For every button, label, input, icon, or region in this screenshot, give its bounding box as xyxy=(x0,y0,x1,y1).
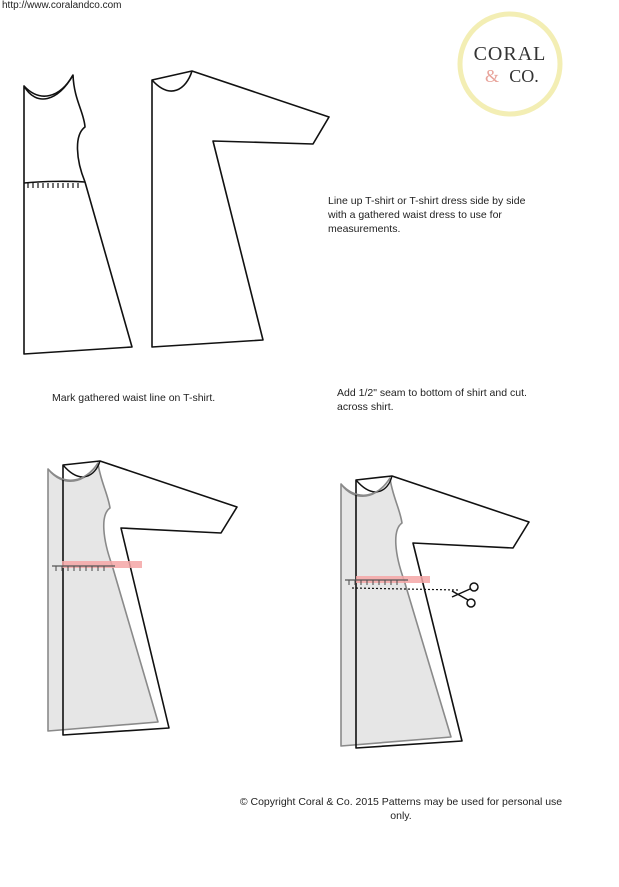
instruction-step-2: Mark gathered waist line on T-shirt. xyxy=(52,392,216,404)
coral-co-logo xyxy=(460,14,560,114)
logo-text-amp: & xyxy=(484,66,500,86)
logo-text-coral: CORAL xyxy=(473,43,547,65)
t-shirt-dress xyxy=(152,71,329,347)
gathered-waist-dress xyxy=(24,75,132,354)
overlay-diagram-cut-shirt xyxy=(341,476,529,748)
scissors-icon xyxy=(452,583,478,607)
instruction-step-3: Add 1/2" seam to bottom of shirt and cut. across shirt. xyxy=(337,387,527,413)
overlay-diagram-mark-waist xyxy=(48,461,237,735)
copyright-notice: © Copyright Coral & Co. 2015 Patterns may be used for personal use only. xyxy=(239,796,563,822)
source-url: http://www.coralandco.com xyxy=(2,0,122,11)
instruction-step-1: Line up T-shirt or T-shirt dress side by side with a gathered waist dress to use for measurements. xyxy=(328,195,526,235)
logo-text-co: CO. xyxy=(509,66,539,86)
